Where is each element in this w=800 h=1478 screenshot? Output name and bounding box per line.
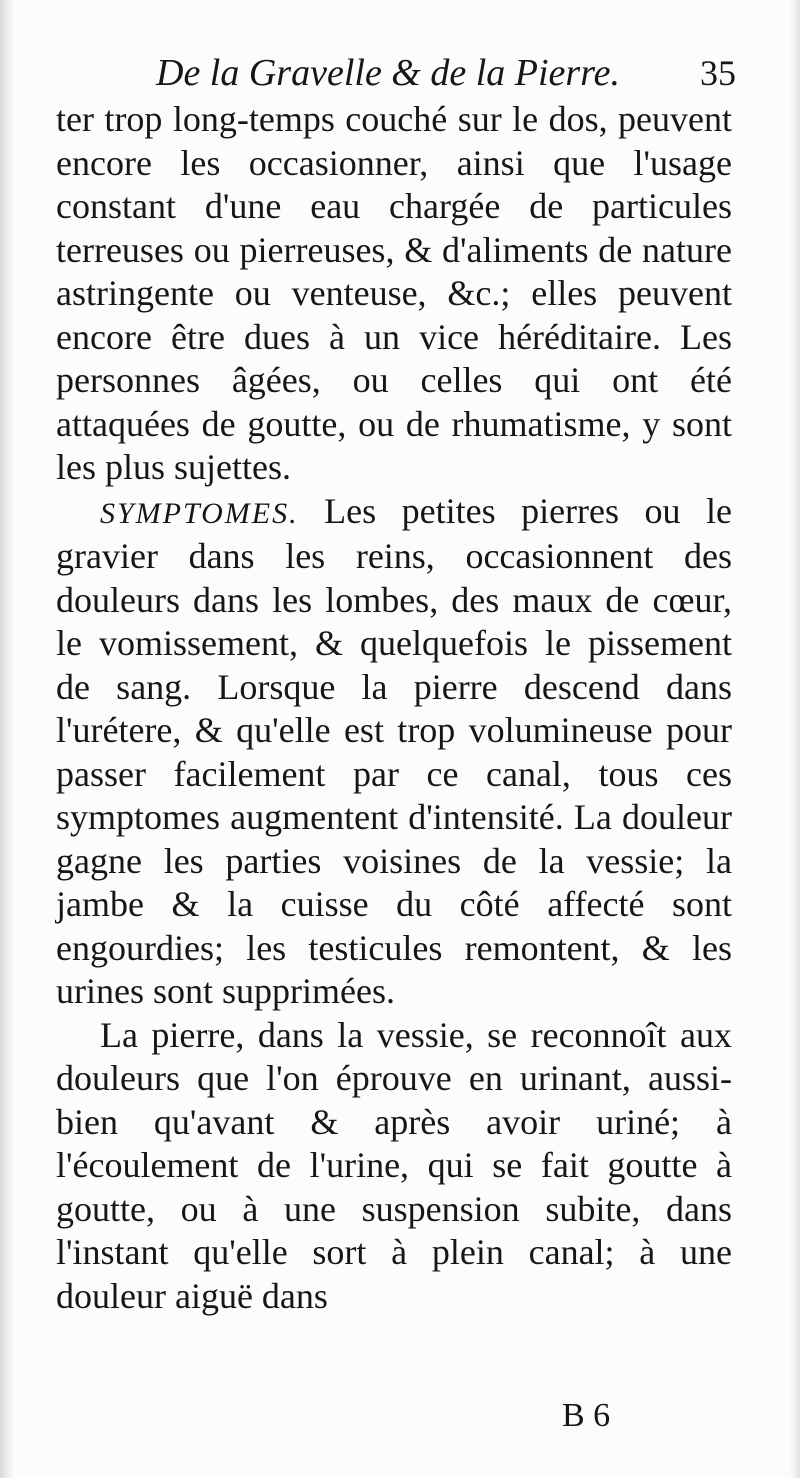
running-title: De la Gravelle & de la Pierre. xyxy=(156,52,620,94)
paragraph-pierre-vessie: La pierre, dans la vessie, se reconnoît aux douleurs que l'on éprouve en urinant, aussi-bien qu'avant & après avoir uriné; à l'écoulement de l'urine, qui se fait goutte à goutte, ou à une suspension subite, dans l'instant qu'elle sort à plein canal; à une douleur aiguë dans xyxy=(56,1014,732,1316)
section-heading-symptomes: SYMPTOMES. xyxy=(100,496,299,530)
page-header xyxy=(60,48,740,98)
signature-mark: B 6 xyxy=(562,1397,611,1434)
paragraph-symptomes xyxy=(56,490,732,1014)
paragraph-continuation: ter trop long-temps couché sur le dos, peuvent encore les occasionner, ainsi que l'usage constant d'une eau chargée de particules terreuses ou pierreuses, & d'aliments de nature astringente ou venteuse, &c.; elles peuvent encore être dues à un vice héréditaire. Les personnes âgées, ou celles qui ont été attaquées de goutte, ou de rhumatisme, y sont les plus sujettes. xyxy=(56,99,732,487)
page-number: 35 xyxy=(700,53,736,93)
paragraph-symptomes-text: Les petites pierres ou le gravier dans les reins, occasionnent des douleurs dans les lombes, des maux de cœur, le vomissement, & quelquefois le pissement de sang. Lorsque la pierre descend dans l'urétere, & qu'elle est trop volumineuse pour passer facilement par ce canal, tous ces symptomes augmentent d'intensité. La douleur gagne les parties voisines de la vessie; la jambe & la cuisse du côté affecté sont engourdies; les testicules remontent, & les urines sont supprimées. xyxy=(56,490,732,1011)
body-text xyxy=(56,98,732,1318)
